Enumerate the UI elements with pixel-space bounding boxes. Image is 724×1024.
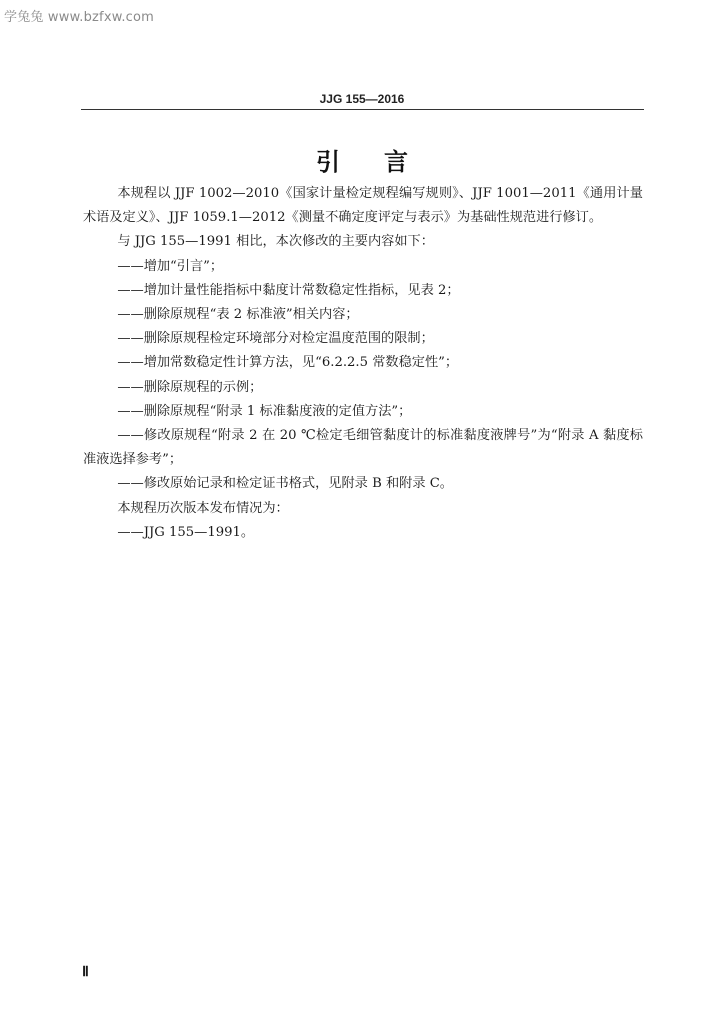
- list-item: ——增加计量性能指标中黏度计常数稳定性指标，见表 2；: [117, 282, 460, 298]
- watermark-text: 学兔兔 www.bzfxw.com: [4, 10, 155, 25]
- page-number: Ⅱ: [82, 965, 89, 980]
- page-title: 引言: [316, 148, 452, 176]
- paragraph-changes-lead: 与 JJG 155—1991 相比，本次修改的主要内容如下：: [117, 234, 434, 250]
- list-item: ——修改原始记录和检定证书格式，见附录 B 和附录 C。: [117, 476, 453, 492]
- list-item: ——删除原规程的示例；: [117, 379, 263, 395]
- list-item: ——增加常数稳定性计算方法，见“6.2.2.5 常数稳定性”；: [117, 355, 459, 371]
- paragraph-history-lead: 本规程历次版本发布情况为：: [117, 500, 289, 516]
- list-item: ——删除原规程检定环境部分对检定温度范围的限制；: [117, 331, 434, 347]
- paragraph-intro: 本规程以 JJF 1002—2010《国家计量检定规程编写规则》、JJF 1001—2011《通用计量术语及定义》、JJF 1059.1—2012《测量不确定度评定与表示》为基础性规范进行修订。: [83, 186, 643, 226]
- page-header: JJG 155—2016: [319, 92, 405, 106]
- list-item: ——增加“引言”；: [117, 258, 224, 274]
- list-item: ——删除原规程“表 2 标准液”相关内容；: [117, 307, 359, 323]
- header-rule: [81, 109, 644, 110]
- list-item: ——修改原规程“附录 2 在 20 ℃检定毛细管黏度计的标准黏度液牌号”为“附录 A 黏度标准液选择参考”；: [83, 428, 643, 468]
- list-item: ——删除原规程“附录 1 标准黏度液的定值方法”；: [117, 403, 412, 419]
- body-text: [83, 182, 643, 545]
- list-item: ——JJG 155—1991。: [117, 524, 255, 540]
